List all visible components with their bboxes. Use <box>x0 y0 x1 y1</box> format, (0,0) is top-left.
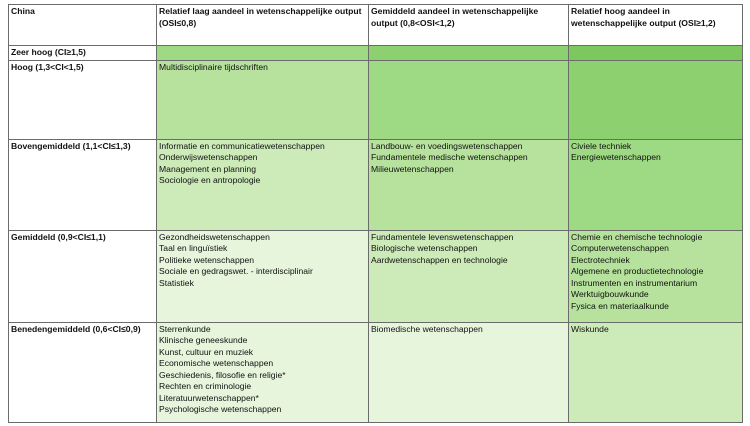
table-row <box>9 46 743 61</box>
discipline-item: Energiewetenschappen <box>571 152 661 162</box>
discipline-item: Landbouw- en voedingswetenschappen <box>371 140 523 151</box>
discipline-item: Psychologische wetenschappen <box>159 404 282 414</box>
row-label: Gemiddeld (0,9<CI≤1,1) <box>9 230 157 322</box>
discipline-item: Wiskunde <box>571 323 609 334</box>
table-cell <box>157 230 369 322</box>
discipline-item: Algemene en productietechnologie <box>571 266 704 276</box>
table-cell <box>369 322 569 422</box>
table-row <box>9 60 743 139</box>
discipline-item: Kunst, cultuur en muziek <box>159 346 254 357</box>
table-cell <box>369 230 569 322</box>
table-cell <box>569 139 743 230</box>
column-header-low: Relatief laag aandeel in wetenschappelijke output (OSI≤0,8) <box>157 5 369 46</box>
table-row <box>9 322 743 422</box>
table-cell <box>157 322 369 422</box>
row-label: Benedengemiddeld (0,6<CI≤0,9) <box>9 322 157 422</box>
discipline-item: Informatie en communicatiewetenschappen <box>159 140 325 151</box>
discipline-item: Civiele techniek <box>571 140 632 151</box>
discipline-item: Politieke wetenschappen <box>159 254 255 265</box>
discipline-item: Onderwijswetenschappen <box>159 152 258 162</box>
discipline-item: Sterrenkunde <box>159 323 211 334</box>
discipline-item: Instrumenten en instrumentarium <box>571 277 698 288</box>
row-label: Zeer hoog (CI≥1,5) <box>9 46 157 61</box>
corner-label: China <box>9 5 157 46</box>
discipline-item: Fysica en materiaalkunde <box>571 300 669 311</box>
discipline-item: Computerwetenschappen <box>571 243 669 253</box>
table-cell <box>569 230 743 322</box>
classification-table <box>8 4 743 423</box>
discipline-item: Milieuwetenschappen <box>371 163 454 174</box>
table-row <box>9 139 743 230</box>
discipline-item: Statistiek <box>159 277 194 288</box>
discipline-item: Fundamentele levenswetenschappen <box>371 231 514 242</box>
discipline-item: Werktuigbouwkunde <box>571 289 649 299</box>
discipline-item: Aardwetenschappen en technologie <box>371 254 508 265</box>
discipline-item: Geschiedenis, filosofie en religie* <box>159 369 286 380</box>
table-row <box>9 230 743 322</box>
row-label: Hoog (1,3<CI<1,5) <box>9 60 157 139</box>
table-cell <box>157 60 369 139</box>
discipline-item: Multidisciplinaire tijdschriften <box>159 61 268 72</box>
row-label: Bovengemiddeld (1,1<CI≤1,3) <box>9 139 157 230</box>
table-cell <box>569 60 743 139</box>
discipline-item: Taal en linguïstiek <box>159 243 228 253</box>
discipline-item: Chemie en chemische technologie <box>571 231 703 242</box>
discipline-item: Biomedische wetenschappen <box>371 323 483 334</box>
column-header-high: Relatief hoog aandeel in wetenschappelijke output (OSI≥1,2) <box>569 5 743 46</box>
discipline-item: Sociale en gedragswet. - interdisciplinair <box>159 266 313 276</box>
discipline-item: Biologische wetenschappen <box>371 243 478 253</box>
table-cell <box>157 46 369 61</box>
discipline-item: Management en planning <box>159 163 256 174</box>
table-cell <box>569 46 743 61</box>
table-cell <box>369 46 569 61</box>
table-cell <box>369 139 569 230</box>
table-cell <box>369 60 569 139</box>
discipline-item: Electrotechniek <box>571 254 630 265</box>
header-row <box>9 5 743 46</box>
discipline-item: Klinische geneeskunde <box>159 335 248 345</box>
table-cell <box>569 322 743 422</box>
column-header-mid: Gemiddeld aandeel in wetenschappelijke output (0,8<OSI<1,2) <box>369 5 569 46</box>
discipline-item: Gezondheidswetenschappen <box>159 231 270 242</box>
discipline-item: Sociologie en antropologie <box>159 175 261 185</box>
table-body <box>9 46 743 423</box>
table-cell <box>157 139 369 230</box>
discipline-item: Rechten en criminologie <box>159 381 252 391</box>
discipline-item: Literatuurwetenschappen* <box>159 392 259 403</box>
discipline-item: Economische wetenschappen <box>159 358 274 368</box>
discipline-item: Fundamentele medische wetenschappen <box>371 152 528 162</box>
